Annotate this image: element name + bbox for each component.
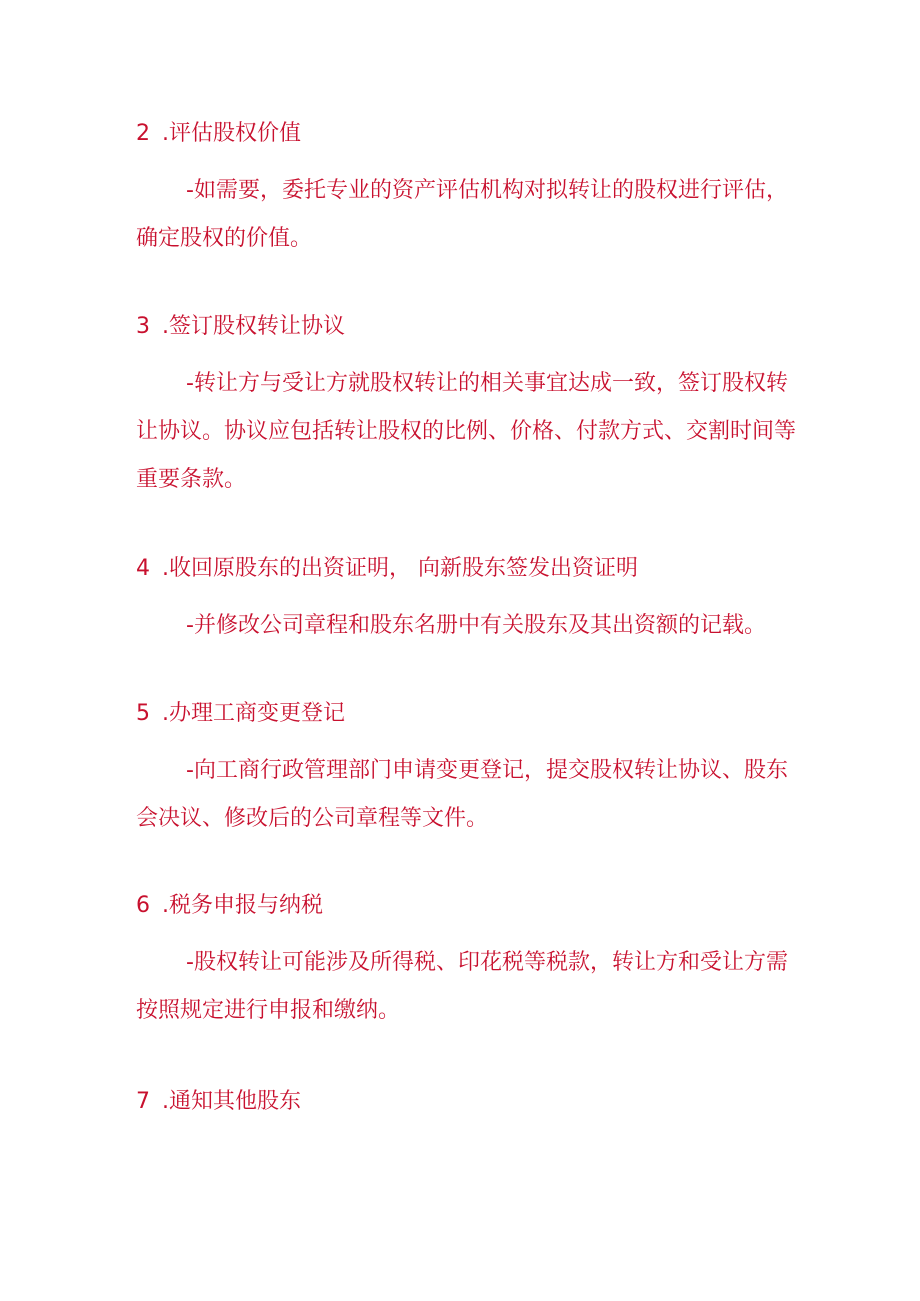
section-title: .签订股权转让协议 (162, 314, 345, 339)
section-body: -并修改公司章程和股东名册中有关股东及其出资额的记载。 (186, 613, 766, 638)
section-6 (136, 892, 796, 1035)
section-title: .税务申报与纳税 (162, 893, 323, 918)
section-5 (136, 700, 796, 843)
section-title: .收回原股东的出资证明， 向新股东签发出资证明 (162, 556, 638, 581)
section-3 (136, 313, 796, 504)
section-heading (136, 700, 796, 728)
section-heading (136, 892, 796, 920)
section-title: .评估股权价值 (162, 121, 301, 146)
section-heading (136, 120, 796, 148)
section-7 (136, 1088, 796, 1116)
section-number: 5 (136, 701, 150, 726)
section-body: -股权转让可能涉及所得税、印花税等税款，转让方和受让方需按照规定进行申报和缴纳。 (136, 950, 788, 1023)
section-body: -转让方与受让方就股权转让的相关事宜达成一致，签订股权转让协议。协议应包括转让股权的比例、价格、付款方式、交割时间等重要条款。 (136, 371, 797, 492)
section-number: 4 (136, 556, 150, 581)
section-heading (136, 1088, 796, 1116)
section-heading (136, 313, 796, 341)
section-2 (136, 120, 796, 263)
section-number: 2 (136, 121, 150, 146)
section-number: 7 (136, 1089, 150, 1114)
section-heading (136, 555, 796, 583)
section-number: 6 (136, 893, 150, 918)
section-title: .办理工商变更登记 (162, 701, 345, 726)
section-title: .通知其他股东 (162, 1089, 301, 1114)
section-4 (136, 555, 796, 650)
section-body: -向工商行政管理部门申请变更登记，提交股权转让协议、股东会决议、修改后的公司章程等文件。 (136, 758, 788, 831)
section-number: 3 (136, 314, 150, 339)
section-body: -如需要，委托专业的资产评估机构对拟转让的股权进行评估，确定股权的价值。 (136, 178, 788, 251)
